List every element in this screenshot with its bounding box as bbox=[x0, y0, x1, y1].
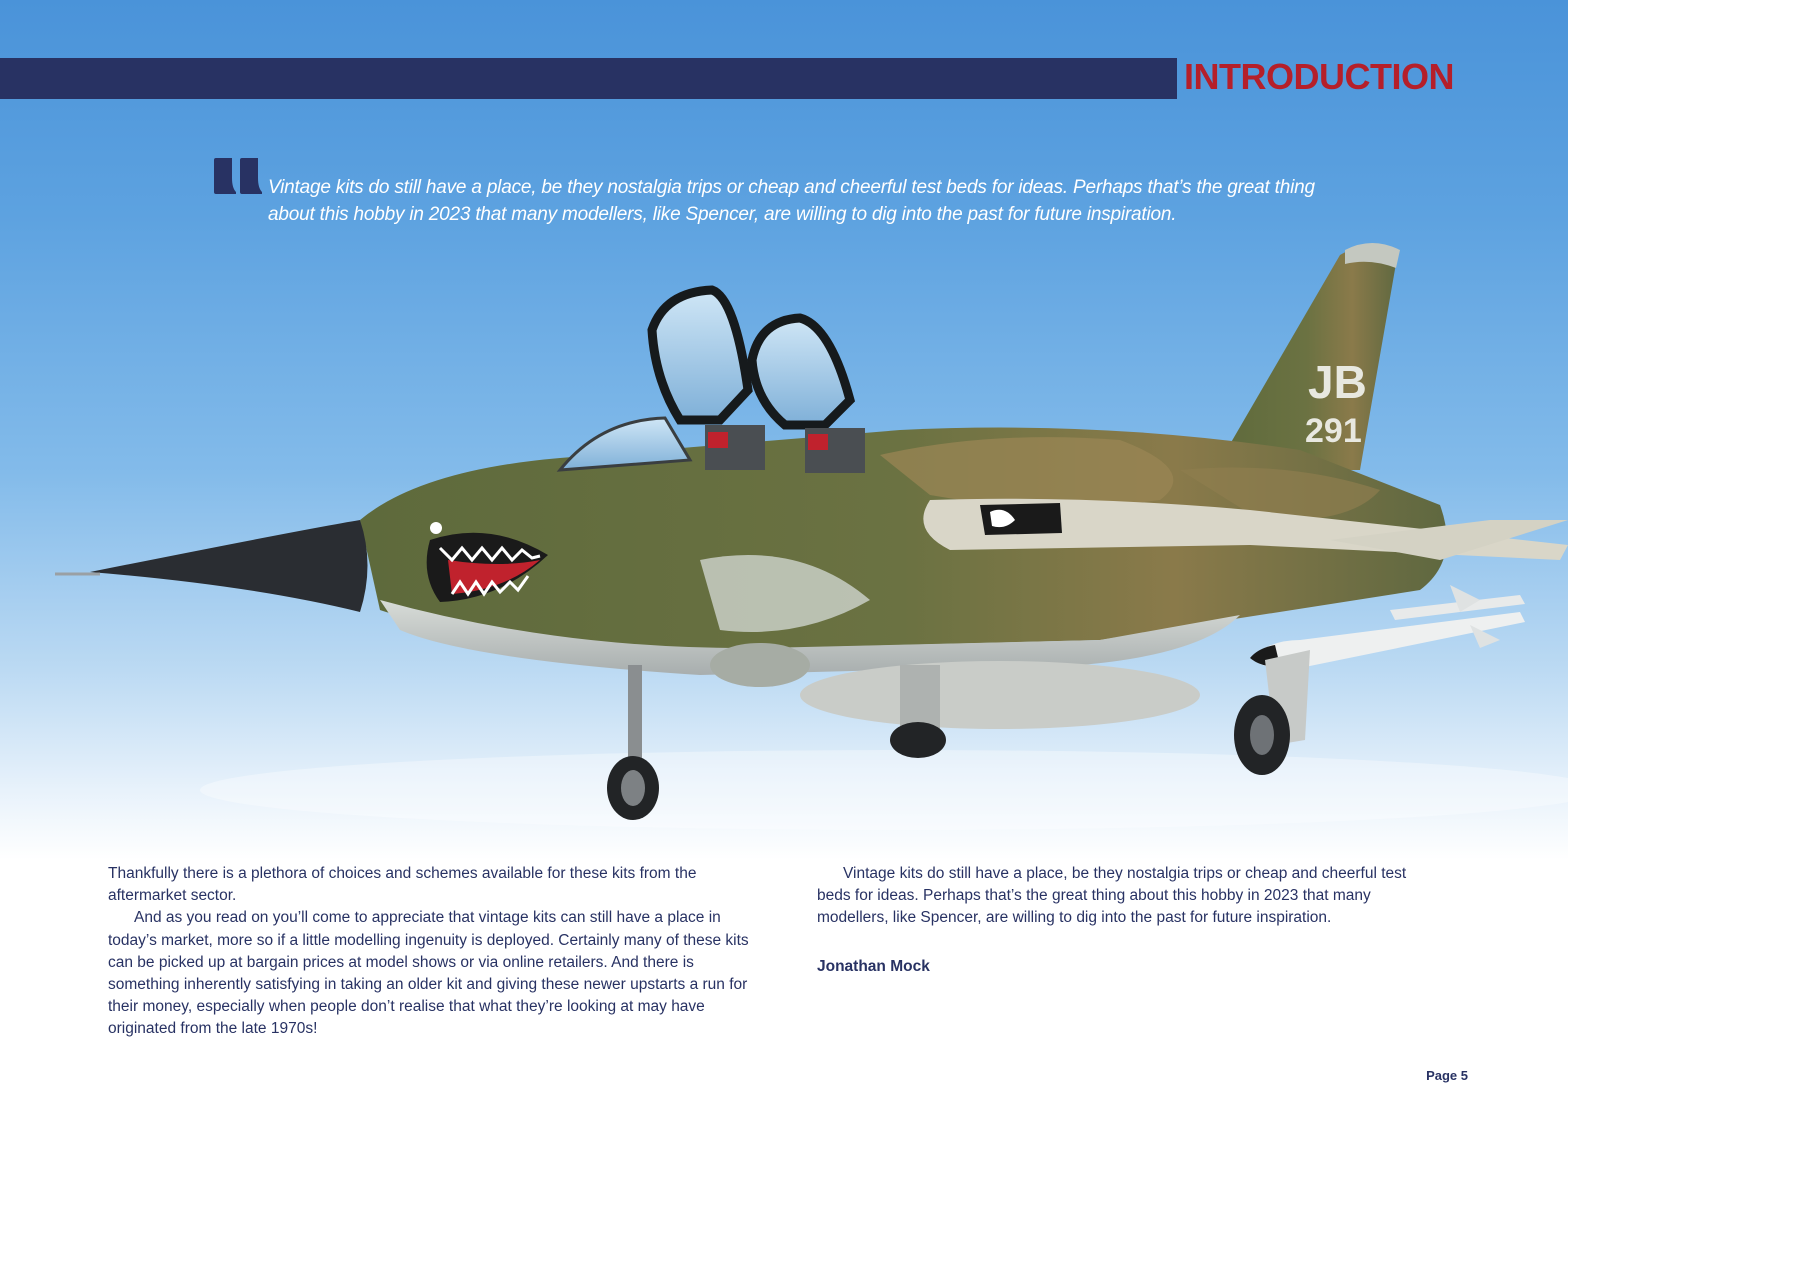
quote-mark-icon bbox=[212, 156, 264, 196]
nose-cone bbox=[90, 520, 368, 612]
page-title: INTRODUCTION bbox=[1184, 56, 1454, 97]
body-column-left bbox=[108, 863, 753, 1041]
tail-number: 291 bbox=[1305, 412, 1362, 450]
page-number: Page 5 bbox=[1426, 1068, 1468, 1083]
body-paragraph: Vintage kits do still have a place, be they nostalgia trips or cheap and cheerful test beds for ideas. Perhaps that’s the great thing about this hobby in 2023 that many modellers, like Spencer, are willing to dig into the past for future inspiration. bbox=[817, 865, 1407, 927]
front-canopy bbox=[652, 290, 748, 420]
body-column-right bbox=[817, 863, 1437, 978]
drop-tank bbox=[800, 661, 1200, 729]
body-paragraph: And as you read on you’ll come to appreciate that vintage kits can still have a place in today’s market, more so if a little modelling ingenuity is deployed. Certainly many of these kits can be picked up at bargain prices at model shows or via online retailers. And there is something inherently satisfying in taking an older kit and giving these newer upstarts a run for their money, especially when people don’t realise that what they’re looking at may have originated from the late 1970s! bbox=[108, 909, 749, 1038]
rear-canopy bbox=[752, 318, 850, 425]
tail-code: JB bbox=[1308, 356, 1367, 408]
author-byline: Jonathan Mock bbox=[817, 957, 930, 975]
pull-quote: Vintage kits do still have a place, be they nostalgia trips or cheap and cheerful test beds for ideas. Perhaps that’s the great thing about this hobby in 2023 that many modellers, like Spencer, are willing to dig into the past for future inspiration. bbox=[268, 177, 1315, 225]
header-bar bbox=[0, 58, 1177, 99]
body-paragraph: Thankfully there is a plethora of choices and schemes available for these kits from the aftermarket sector. bbox=[108, 865, 697, 905]
